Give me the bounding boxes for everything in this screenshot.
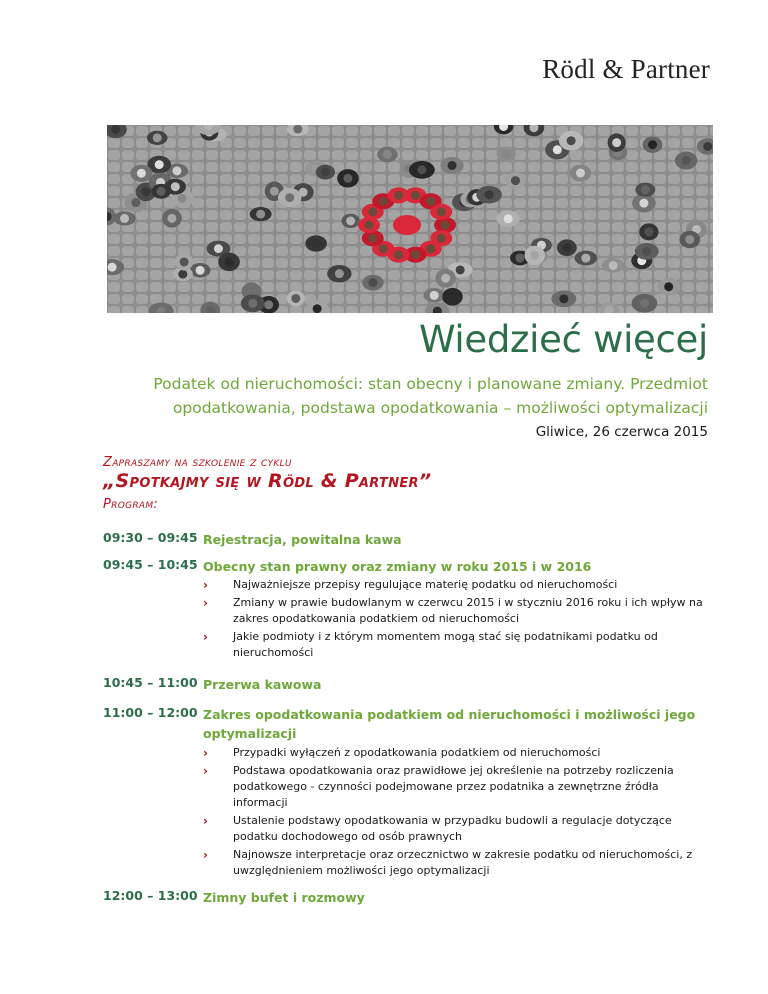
crowd-aerial-photo <box>107 125 713 313</box>
chevron-right-icon: › <box>203 630 208 644</box>
location-date: Gliwice, 26 czerwca 2015 <box>535 424 708 440</box>
list-item: › Przypadki wyłączeń z opodatkowania podatkiem od nieruchomości <box>203 746 601 760</box>
agenda-bullets <box>203 745 703 881</box>
brand-logo: Rödl & Partner <box>542 54 710 84</box>
agenda-title: Zimny bufet i rozmowy <box>203 890 365 905</box>
headline: Wiedzieć więcej <box>418 318 708 361</box>
agenda-bullets <box>203 577 703 663</box>
chevron-right-icon: › <box>203 764 208 778</box>
chevron-right-icon: › <box>203 578 208 592</box>
agenda-title: Obecny stan prawny oraz zmiany w roku 2015 i w 2016 <box>203 559 592 574</box>
agenda-time: 10:45 – 11:00 <box>103 675 198 690</box>
agenda-title: Przerwa kawowa <box>203 677 322 692</box>
chevron-right-icon: › <box>203 596 208 610</box>
list-item: › Najważniejsze przepisy regulujące materię podatku od nieruchomości <box>203 578 618 592</box>
agenda-title: Rejestracja, powitalna kawa <box>203 532 402 547</box>
agenda-time: 11:00 – 12:00 <box>103 705 198 720</box>
list-item: › Ustalenie podstawy opodatkowania w przypadku budowli a regulacje dotyczące podatku dochodowego od osób prawnych <box>203 814 672 843</box>
chevron-right-icon: › <box>203 814 208 828</box>
agenda-time: 09:45 – 10:45 <box>103 557 198 572</box>
subtitle: Podatek od nieruchomości: stan obecny i planowane zmiany. Przedmiot opodatkowania, podstawa opodatkowania – możliwości optymalizacji <box>153 375 708 417</box>
series-title: „Spotkajmy się w Rödl & Partner” <box>103 470 432 492</box>
list-item: › Zmiany w prawie budowlanym w czerwcu 2015 i w styczniu 2016 roku i ich wpływ na zakres opodatkowania podatkiem od nieruchomości <box>203 596 703 625</box>
chevron-right-icon: › <box>203 848 208 862</box>
agenda-time: 12:00 – 13:00 <box>103 888 198 903</box>
list-item: › Jakie podmioty i z którym momentem mogą stać się podatnikami podatku od nieruchomości <box>203 630 658 659</box>
invite-line: Zapraszamy na szkolenie z cyklu <box>103 455 292 470</box>
agenda-time: 09:30 – 09:45 <box>103 530 198 545</box>
chevron-right-icon: › <box>203 746 208 760</box>
hero-image <box>107 125 713 313</box>
list-item: › Najnowsze interpretacje oraz orzecznictwo w zakresie podatku od nieruchomości, z uwzględnieniem możliwości jego optymalizacji <box>203 848 693 877</box>
agenda-title: Zakres opodatkowania podatkiem od nieruchomości i możliwości jego optymalizacji <box>203 707 696 741</box>
list-item: › Podstawa opodatkowania oraz prawidłowe jej określenie na potrzeby rozliczenia podatkowego - czynności podejmowane przez podatnika a zewnętrzne źródła informacji <box>203 764 674 809</box>
program-label: Program: <box>103 497 159 512</box>
